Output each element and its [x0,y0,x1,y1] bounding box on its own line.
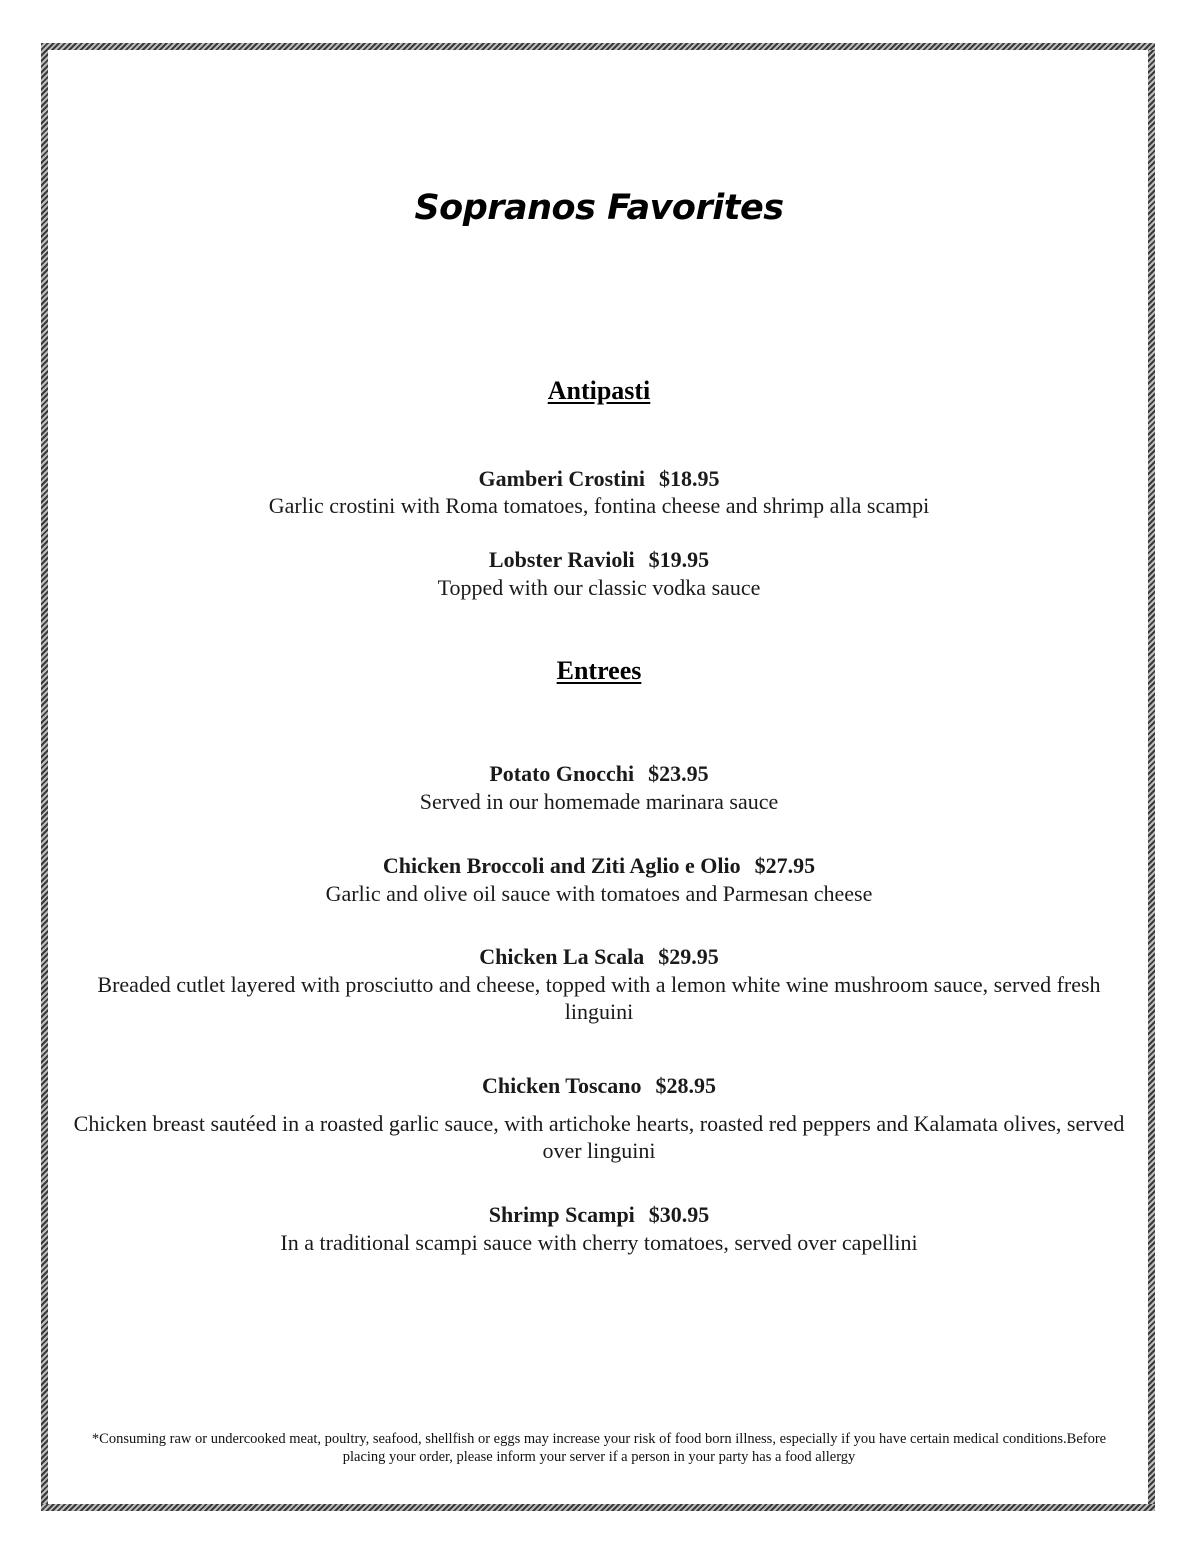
menu-item-name-shrimp-scampi [0,1202,1198,1228]
section-heading-antipasti: Antipasti [547,376,651,405]
menu-item-description: Chicken breast sautéed in a roasted garlic sauce, with artichoke hearts, roasted red peppers and Kalamata olives, served over linguini [73,1111,1125,1163]
item-name: Chicken La Scala [479,944,645,969]
menu-item-description: Topped with our classic vodka sauce [437,575,761,600]
item-price: $27.95 [754,853,816,878]
item-price: $30.95 [648,1202,710,1227]
item-price: $28.95 [655,1073,717,1098]
item-name: Chicken Broccoli and Ziti Aglio e Olio [382,853,741,878]
menu-item-name-chicken-broccoli-ziti [0,853,1198,879]
menu-item-name-gamberi-crostini [0,466,1198,492]
item-name: Shrimp Scampi [488,1202,635,1227]
menu-item-description: In a traditional scampi sauce with cherry tomatoes, served over capellini [280,1230,918,1255]
menu-item-description: Garlic crostini with Roma tomatoes, fontina cheese and shrimp alla scampi [268,493,930,518]
menu-item-name-chicken-toscano [0,1073,1198,1099]
item-name: Gamberi Crostini [478,466,645,491]
menu-item-name-chicken-la-scala [0,944,1198,970]
menu-item-description: Served in our homemade marinara sauce [419,789,779,814]
item-price: $19.95 [648,547,710,572]
item-price: $29.95 [658,944,719,969]
item-price: $18.95 [658,466,720,491]
item-name: Chicken Toscano [481,1073,642,1098]
item-price: $23.95 [648,761,709,786]
section-heading-entrees: Entrees [556,656,642,685]
menu-item-name-lobster-ravioli [0,547,1198,573]
menu-item-description: Garlic and olive oil sauce with tomatoes and Parmesan cheese [325,881,873,906]
menu-item-name-potato-gnocchi [0,761,1198,787]
item-name: Lobster Ravioli [488,547,635,572]
allergy-disclaimer: *Consuming raw or undercooked meat, poultry, seafood, shellfish or eggs may increase your risk of food born illness, especially if you have certain medical conditions.Before placing your order, please inform your server if a person in your party has a food allergy [91,1431,1107,1465]
item-name: Potato Gnocchi [489,761,635,786]
menu-item-description: Breaded cutlet layered with prosciutto and cheese, topped with a lemon white wine mushroom sauce, served fresh linguini [97,972,1101,1024]
menu-title: Sopranos Favorites [414,188,784,228]
